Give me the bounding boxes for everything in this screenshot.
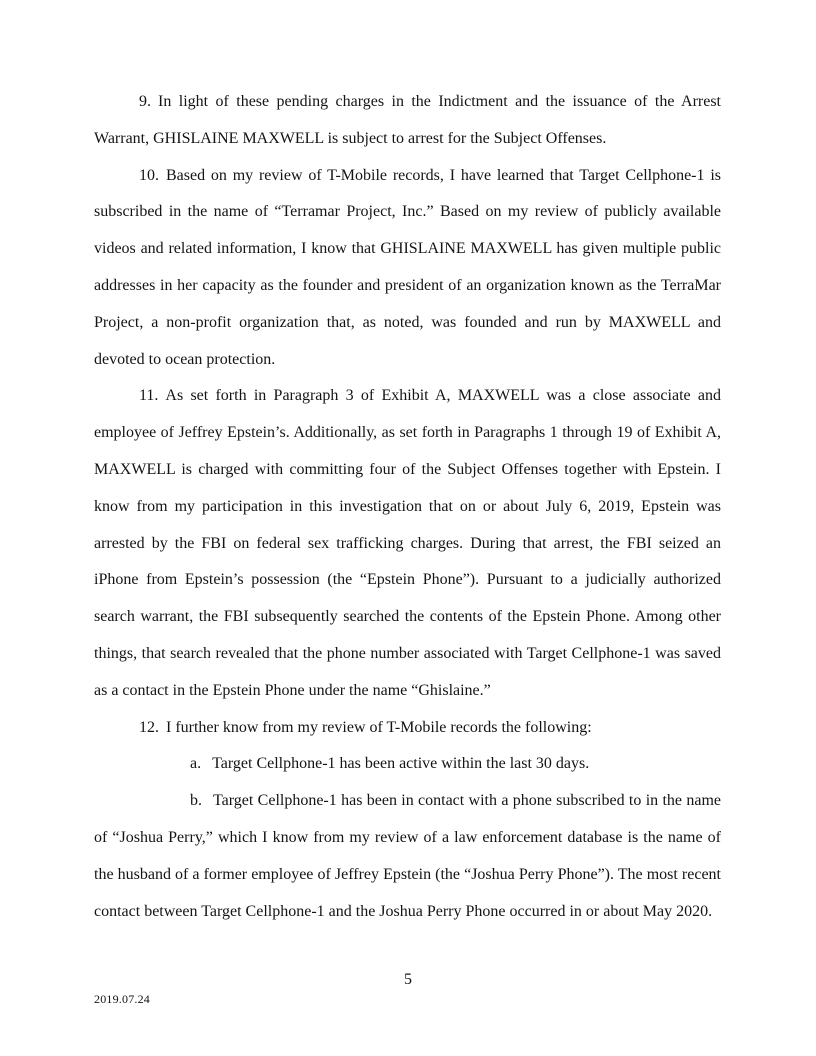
paragraph-text: In light of these pending charges in the Indictment and the issuance of the Arrest Warrant, GHISLAINE MAXWELL is subject to arrest for the Subject Offenses.: [94, 93, 721, 147]
affidavit-subparagraph-b: [94, 783, 721, 930]
paragraph-text: Target Cellphone-1 has been in contact with a phone subscribed to in the name of “Joshua Perry,” which I know from my review of a law enforcement database is the name of the husband of a former employee of Jeffrey Epstein (the “Joshua Perry Phone”). The most recent contact between Target Cellphone-1 and the Joshua Perry Phone occurred in or about May 2020.: [94, 792, 721, 920]
affidavit-paragraph-10: [94, 158, 721, 379]
paragraph-number: 9.: [139, 93, 151, 110]
paragraph-text: I further know from my review of T-Mobile records the following:: [166, 718, 592, 736]
paragraph-number: 11.: [139, 387, 159, 405]
paragraph-text: As set forth in Paragraph 3 of Exhibit A, MAXWELL was a close associate and employee of Jeffrey Epstein’s. Additionally, as set forth in Paragraphs 1 through 19 of Exhibit A, MAXWELL is charged with committing four of the Subject Offenses together with Epstein. I know from my participation in this investigation that on or about July 6, 2019, Epstein was arrested by the FBI on federal sex trafficking charges. During that arrest, the FBI seized an iPhone from Epstein’s possession (the “Epstein Phone”). Pursuant to a judicially authorized search warrant, the FBI subsequently searched the contents of the Epstein Phone. Among other things, that search revealed that the phone number associated with Target Cellphone-1 was saved as a contact in the Epstein Phone under the name “Ghislaine.”: [94, 387, 721, 699]
document-body: [94, 84, 721, 930]
subparagraph-letter: b.: [190, 792, 202, 810]
paragraph-text: Target Cellphone-1 has been active within the last 30 days.: [212, 755, 590, 773]
subparagraph-letter: a.: [190, 755, 202, 773]
page-number: 5: [404, 971, 412, 988]
date-stamp: 2019.07.24: [94, 992, 150, 1006]
affidavit-paragraph-12: [94, 710, 721, 747]
affidavit-paragraph-9: [94, 84, 721, 158]
paragraph-number: 10.: [139, 166, 159, 184]
paragraph-number: 12.: [139, 718, 159, 736]
affidavit-subparagraph-a: [94, 746, 721, 783]
paragraph-text: Based on my review of T-Mobile records, I have learned that Target Cellphone-1 is subscribed in the name of “Terramar Project, Inc.” Based on my review of publicly available videos and related information, I know that GHISLAINE MAXWELL has given multiple public addresses in her capacity as the founder and president of an organization known as the TerraMar Project, a non-profit organization that, as noted, was founded and run by MAXWELL and devoted to ocean protection.: [94, 166, 721, 368]
affidavit-paragraph-11: [94, 378, 721, 709]
